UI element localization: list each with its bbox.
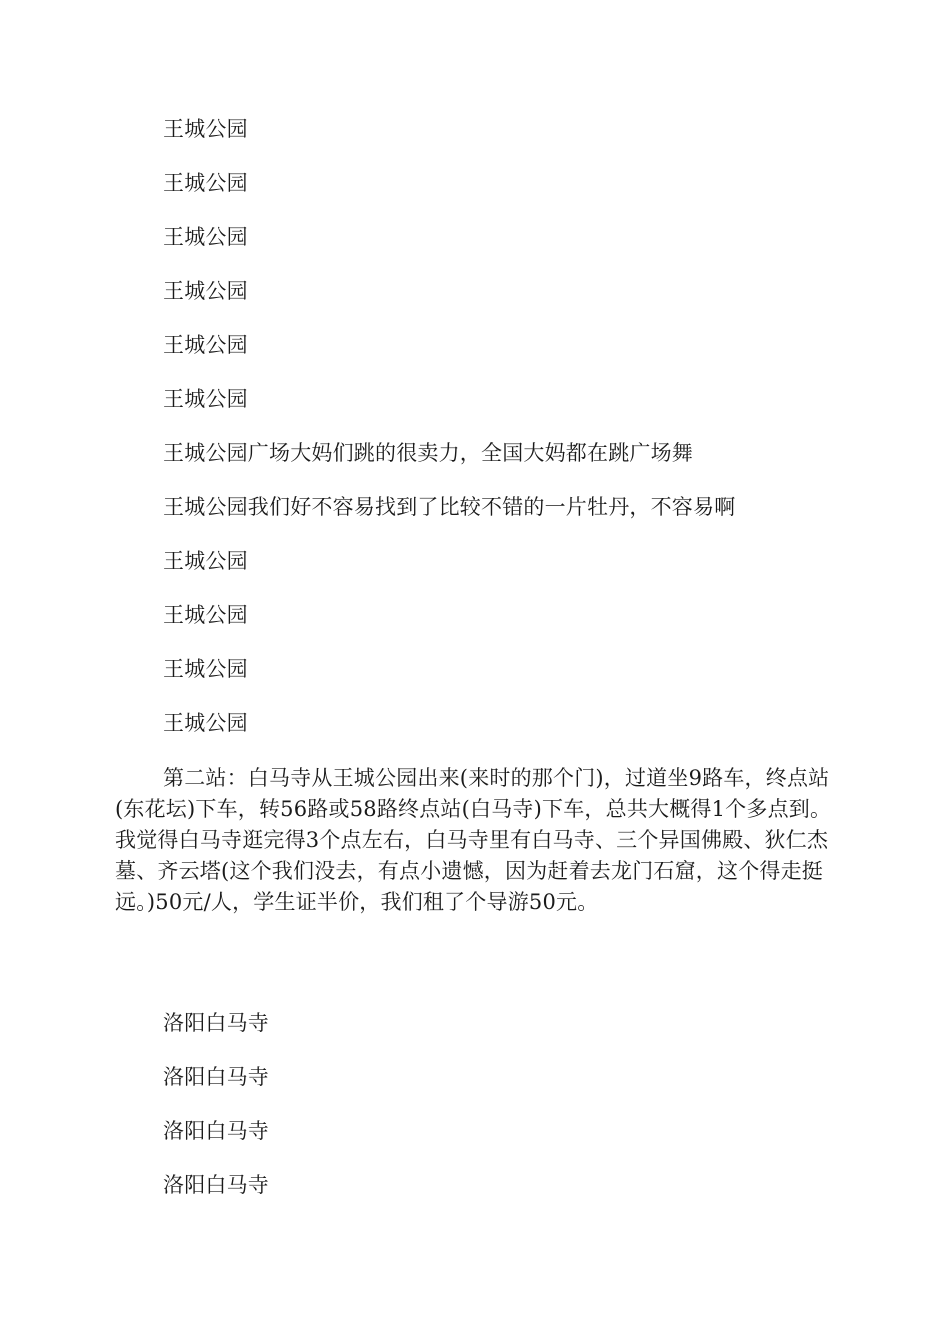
caption-wangcheng-park-6: 王城公园 bbox=[163, 387, 248, 411]
caption-baima-temple-1: 洛阳白马寺 bbox=[163, 1011, 269, 1035]
caption-wangcheng-park-7: 王城公园 bbox=[163, 549, 248, 573]
caption-wangcheng-park-3: 王城公园 bbox=[163, 225, 248, 249]
caption-wangcheng-park-8: 王城公园 bbox=[163, 603, 248, 627]
caption-wangcheng-park-4: 王城公园 bbox=[163, 279, 248, 303]
caption-baima-temple-3: 洛阳白马寺 bbox=[163, 1119, 269, 1143]
caption-wangcheng-park-10: 王城公园 bbox=[163, 711, 248, 735]
caption-wangcheng-park-1: 王城公园 bbox=[163, 117, 248, 141]
caption-baima-temple-4: 洛阳白马寺 bbox=[163, 1173, 269, 1197]
caption-wangcheng-park-5: 王城公园 bbox=[163, 333, 248, 357]
caption-wangcheng-park-9: 王城公园 bbox=[163, 657, 248, 681]
caption-square-dance: 王城公园广场大妈们跳的很卖力，全国大妈都在跳广场舞 bbox=[163, 441, 693, 465]
caption-wangcheng-park-2: 王城公园 bbox=[163, 171, 248, 195]
caption-peony: 王城公园我们好不容易找到了比较不错的一片牡丹，不容易啊 bbox=[163, 495, 736, 519]
caption-baima-temple-2: 洛阳白马寺 bbox=[163, 1065, 269, 1089]
body-paragraph-second-stop: 第二站：白马寺从王城公园出来(来时的那个门)，过道坐9路车，终点站(东花坛)下车，转56路或58路终点站(白马寺)下车，总共大概得1个多点到。我觉得白马寺逛完得3个点左右，白马寺里有白马寺、三个异国佛殿、狄仁杰墓、齐云塔(这个我们没去，有点小遗憾，因为赶着去龙门石窟，这个得走挺远。)50元/人，学生证半价，我们租了个导游50元。 bbox=[115, 766, 832, 914]
